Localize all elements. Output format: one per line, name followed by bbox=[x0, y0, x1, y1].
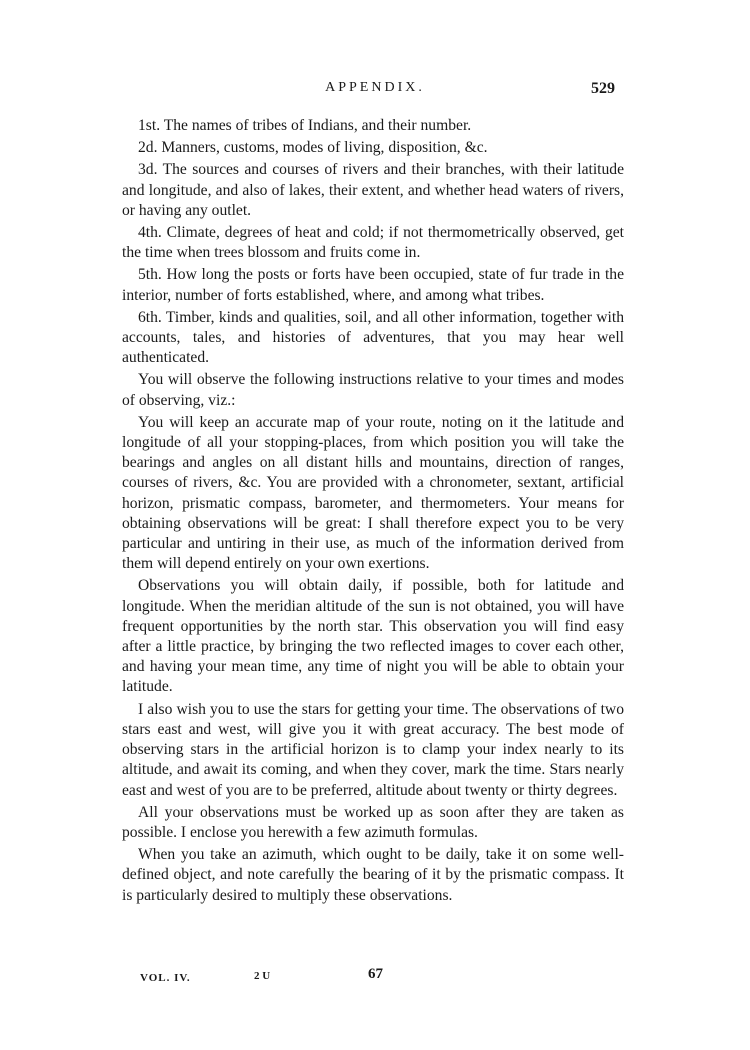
page-footer bbox=[0, 966, 750, 990]
page-number: 529 bbox=[591, 80, 615, 97]
paragraph-instruction-3: 3d. The sources and courses of rivers and their branches, with their latitude and longitude, and also of lakes, their extent, and whether head waters of rivers, or having any outlet. bbox=[122, 161, 624, 219]
paragraph-instruction-4: 4th. Climate, degrees of heat and cold; if not thermometrically observed, get the time when trees blossom and fruits come in. bbox=[122, 224, 624, 262]
paragraph-daily-observations: Observations you will obtain daily, if possible, both for latitude and longitude. When the meridian altitude of the sun is not obtained, you will have frequent opportunities by the north star. This observation you will find easy after a little practice, by bringing the two reflected images to cover each other, and having your mean time, any time of night you will be able to obtain your latitude. bbox=[122, 577, 624, 696]
paragraph-worked-up: All your observations must be worked up as soon after they are taken as possible. I enclose you herewith a few azimuth formulas. bbox=[122, 803, 624, 841]
signature-mark: 2 U bbox=[254, 970, 271, 982]
paragraph-azimuth: When you take an azimuth, which ought to be daily, take it on some well-defined object, and note carefully the bearing of it by the prismatic compass. It is particularly desired to multiply these observations. bbox=[122, 846, 624, 904]
volume-label: VOL. IV. bbox=[140, 972, 191, 984]
paragraph-instruction-6: 6th. Timber, kinds and qualities, soil, and all other information, together with accounts, tales, and histories of adventures, that you may hear well authenticated. bbox=[122, 308, 624, 367]
paragraph-map: You will keep an accurate map of your route, noting on it the latitude and longitude of all your stopping-places, from which position you will take the bearings and angles on all distant hills and mountains, direction of ranges, courses of rivers, &c. You are provided with a chronometer, sextant, artificial horizon, prismatic compass, barometer, and thermometers. Your means for obtaining observations will be great: I shall therefore expect you to be very particular and untiring in their use, as much of the information derived from them will depend entirely on your own exertions. bbox=[122, 413, 624, 573]
body-text bbox=[122, 116, 624, 906]
paragraph-observing-intro: You will observe the following instructions relative to your times and modes of observing, viz.: bbox=[122, 371, 624, 409]
sheet-number: 67 bbox=[368, 966, 383, 982]
paragraph-instruction-1: 1st. The names of tribes of Indians, and their number. bbox=[138, 117, 472, 134]
paragraph-stars-time: I also wish you to use the stars for getting your time. The observations of two stars east and west, will give you it with great accuracy. The best mode of observing stars in the artificial horizon is to clamp your index nearly to its altitude, and await its coming, and when they cover, mark the time. Stars nearly east and west of you are to be preferred, altitude about twenty or thirty degrees. bbox=[122, 700, 624, 799]
paragraph-instruction-5: 5th. How long the posts or forts have been occupied, state of fur trade in the interior, number of forts established, where, and among what tribes. bbox=[122, 266, 624, 304]
running-title: APPENDIX. bbox=[325, 80, 425, 95]
paragraph-instruction-2: 2d. Manners, customs, modes of living, disposition, &c. bbox=[138, 139, 488, 157]
